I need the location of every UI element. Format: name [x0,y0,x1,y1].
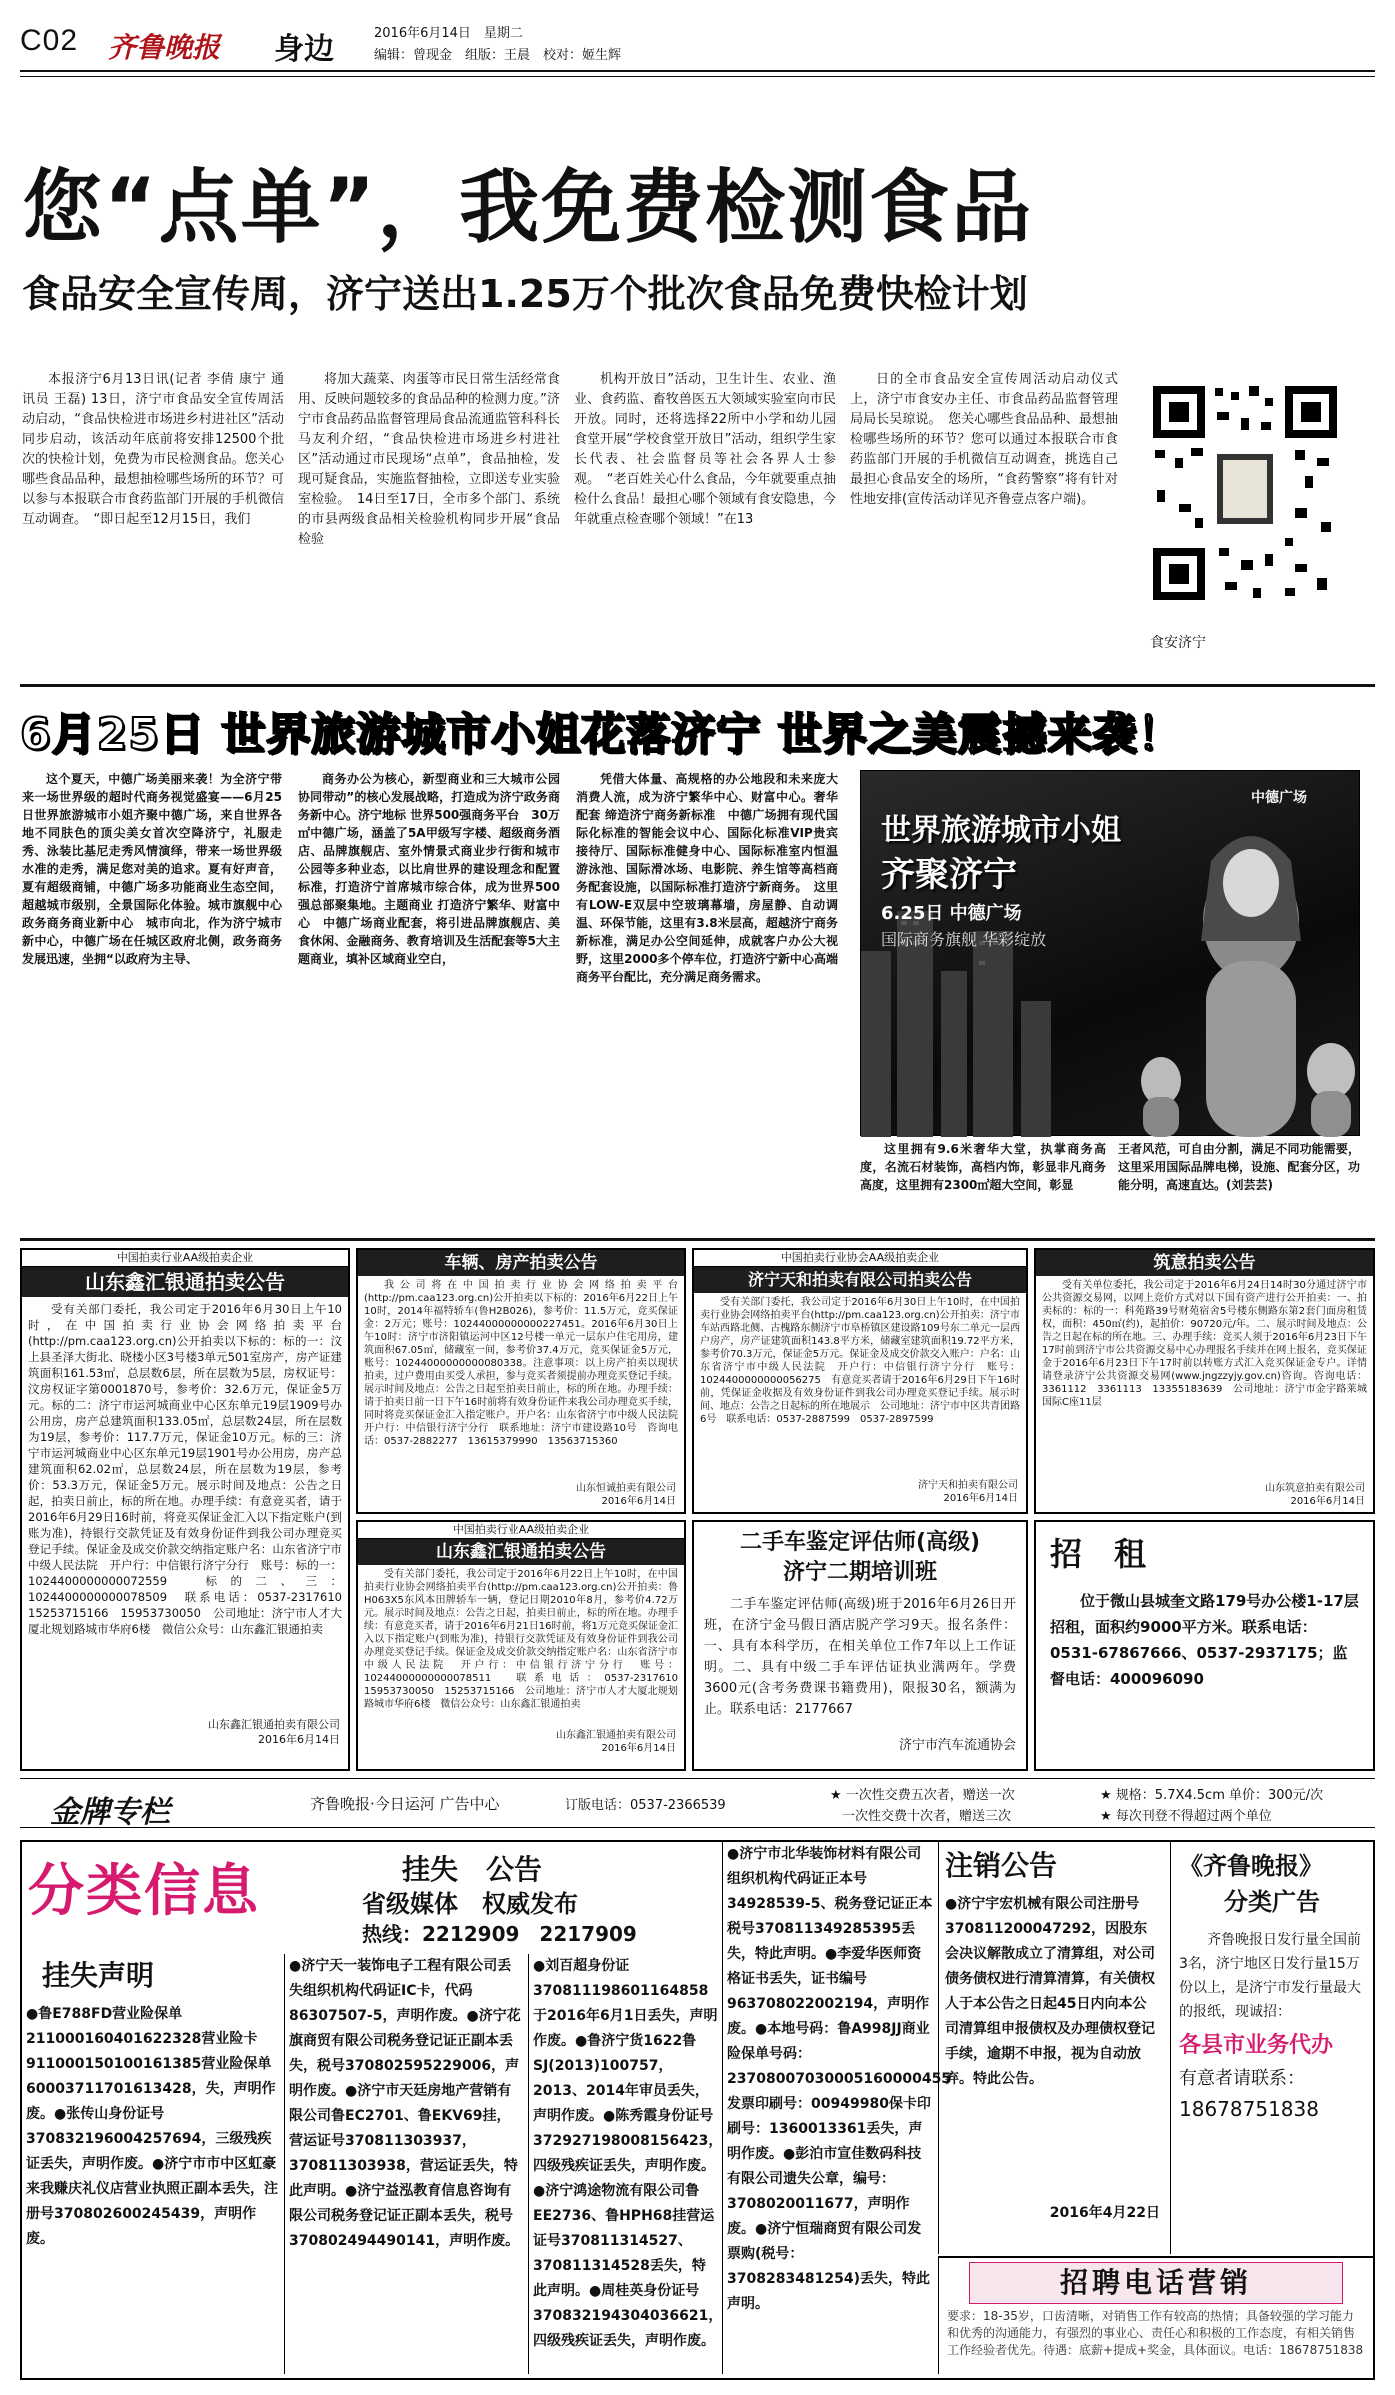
story2-col4: 这里拥有9.6米奢华大堂，执掌商务高度，名流石材装饰，高档内饰，彰显非凡商务高度，这里拥有2300㎡超大空间，彰显 [860,1142,1106,1192]
story1-col1: 本报济宁6月13日讯(记者 李倩 康宁 通讯员 王磊) 13日，济宁市食品安全宣传周活动启动，“食品快检进市场进乡村进社区”活动同步启动，该活动年底前将安排12500个批次的快检计划，免费为市民检测食品。您关心哪些食品品种，最想抽检哪些场所的环节？可以参与本报联合市食药监部门开展的手机微信互动调查。 “即日起至12月15日，我们 [22,372,284,527]
poster-title2: 齐聚济宁 [881,855,1017,895]
notice-date: 2016年6月14日 [601,1743,676,1754]
rental-body: 位于微山县城奎文路179号办公楼1-17层招租，面积约9000平方米。联系电话：0531-67867666、0537-2937175；监督电话：400096090 [1050,1592,1359,1688]
cancel-body: ●济宁宇宏机械有限公司注册号370811200047292，因股东会决议解散成立了清算组，对公司债务债权进行清算清算，有关债权人于本公告之日起45日内向本公司清算组申报债权及办理债权登记手续，逾期不申报，视为自动放弃。特此公告。 [945,1896,1155,2087]
page-header [20,20,1375,68]
notice-body: 受有关部门委托，我公司定于2016年6月30日上午10时，在中国拍卖行业协会网络拍卖平台(http://pm.caa123.org.cn)公开拍卖以下标的：标的一：汶上县圣泽大街北、晓楼小区3号楼3单元501室房产，房产证建筑面积161.53㎡，总层数6层，所在层数为5层，房权证号：汶房权证字第0001870号，参考价：32.6万元，保证金5万元。标的二：济宁市运河城商业中心区东单元19层1909号办公用房，房产总建筑面积133.05㎡，总层数24层，所在层数为19层，参考价：117.7万元，保证金10万元。标的三：济宁市运河城商业中心区东单元19层1901号办公用房，房产总建筑面积62.02㎡，总层数24层，所在层数为19层，参考价：53.3万元，保证金5万元。展示时间及地点：公告之日起，拍卖日前止，标的所在地。办理手续：有意竞买者，请于2016年6月29日16时前，将竞买保证金汇入以下指定账户(到账为准)，持银行交款凭证及有效身份证件到我公司办理竞买登记手续。保证金及成交价款交纳指定账户名：山东省济宁市中级人民法院 开户行：中信银行济宁分行 账号：标的一：1024400000000072559 标的二、三：1024400000000078509 联系电话：0537-2317610 15253715166 15953730050 公司地址：济宁市人才大厦北规划路城市华府6楼 微信公众号：山东鑫汇银通拍卖 [28,1302,354,1636]
notice-sign: 山东鑫汇银通拍卖有限公司 [556,1730,676,1741]
ad-body: 齐鲁晚报日发行量全国前3名，济宁地区日发行量15万份以上，是济宁市发行量最大的报纸，现诚招： [1179,1932,1361,2020]
story1-bottom-rule [20,684,1375,687]
notice-title: 车辆、房产拍卖公告 [358,1250,684,1276]
hotline: 热线：2212909 2217909 [362,1922,637,1946]
footer-spec1: ★ 规格：5.7X4.5cm 单价：300元/次 [1100,1788,1324,1803]
ad-highlight: 各县市业务代办 [1179,2033,1334,2058]
ad-title: 分类广告 [1224,1888,1320,1916]
weekday: 星期二 [483,26,523,41]
notice-xinhui-1 [20,1248,354,1771]
notice-vehicle [356,1248,686,1514]
notice-tag: 中国拍卖行业AA级拍卖企业 [22,1250,348,1267]
notice-sign: 山东恒诚拍卖有限公司 [576,1483,676,1494]
story2-col5: 王者风范，可自由分割，满足不同功能需要，这里采用国际品牌电梯，设施、配套分区，功能分明，高速直达。(刘芸芸) [1118,1142,1360,1192]
lost-tagline: 省级媒体 权威发布 [362,1890,578,1918]
notice-sign: 山东筑意拍卖有限公司 [1265,1483,1365,1494]
notice-date: 2016年6月14日 [943,1493,1018,1504]
ad-brand: 《齐鲁晚报》 [1179,1852,1323,1880]
lost-title: 挂失 公告 [402,1853,543,1886]
recruit-title: 招聘电话营销 [969,2262,1343,2304]
notice-date: 2016年6月14日 [1290,1496,1365,1507]
notice-tianhe [692,1248,1028,1514]
notice-title: 筑意拍卖公告 [1036,1250,1373,1276]
masthead-logo: 齐鲁晚报 [108,31,221,64]
training-title2: 济宁二期培训班 [782,1560,937,1585]
classified-col2: ●济宁天一装饰电子工程有限公司丢失组织机构代码证IC卡，代码86307507-5，声明作废。●济宁花旗商贸有限公司税务登记证正副本丢失，税号370802595229006，声明作废。●济宁市天廷房地产营销有限公司鲁EC2701、鲁EKV69挂，营运证号370811303937，370811303938，营运证丢失，特此声明。●济宁益泓教育信息咨询有限公司税务登记证正副本丢失，税号370802494490141，声明作废。 [284,1954,524,2374]
classified-col4: ●济宁市北华装饰材料有限公司组织机构代码证正本号34928539-5、税务登记证正本税号370811349285395丢失，特此声明。●李爱华医师资格证书丢失，证书编号963708022002194，声明作废。●本地号码：鲁A998JJ商业险保单号码：23708007030005160000455发票印刷号：00949980保卡印刷号：1360013361丢失，声明作废。●彭泊市宣佳数码科技有限公司遗失公章，编号：3708020011677，声明作废。●济宁恒瑞商贸有限公司发票购(税号：3708283481254)丢失，特此声明。 [722,1842,934,2374]
story2-bottom-rule [20,1238,1375,1241]
classified-section [20,1840,1375,2380]
notice-sign: 山东鑫汇银通拍卖有限公司 [208,1718,340,1731]
notice-date: 2016年6月14日 [601,1496,676,1507]
story2-banner [20,706,1375,764]
header-rule-thin [20,76,1375,77]
date: 2016年6月14日 [374,26,471,41]
page-number: C02 [20,24,79,57]
rental-title: 招 租 [1050,1535,1147,1573]
classified-col3: ●刘百超身份证370811198601164858于2016年6月1日丢失，声明作废。●鲁济宁货1622鲁SJ(2013)100757，2013、2014年审员丢失，声明作废。●陈秀霞身份证号372927198008156423，四级残疾证丢失，声明作废。●济宁鸿途物流有限公司鲁EE2736、鲁HPH68挂营运证号370811314527、370811314528丢失，特此声明。●周桂英身份证号370832194304036621，四级残疾证丢失，声明作废。 [528,1954,718,2374]
staff-line: 编辑：曾现金 组版：王晨 校对：姬生辉 [374,48,622,63]
footer-promo2: 一次性交费十次者，赠送三次 [842,1809,1012,1824]
footer-brand: 金牌专栏 [50,1795,170,1830]
notice-body: 受有关部门委托，我公司定于2016年6月30日上午10时，在中国拍卖行业协会网络拍卖平台(http://pm.caa123.org.cn)公开拍卖：济宁市车站西路北侧、古槐路东侧济宁市阜桥镇区建设路109号东二单元一层西户房产，房产证建筑面积143.8平方米，储藏室建筑面积19.72平方米，参考价70.3万元，保证金5万元。保证金及成交价款交入账户：户名：山东省济宁市中级人民法院 开户行：中信银行济宁分行 账号：1024400000000056275 有意竞买者请于2016年6月29日下午16时前，凭保证金收据及有效身份证件到我公司办理竞买登记手续。展示时间、地点：公告之日起标的所在地展示 公司地址：济宁市中区共青团路6号 联系电话：0537-2887599 0537-2897599 [700,1297,1020,1425]
date-label [374,22,523,41]
qr-code[interactable] [1145,378,1345,608]
poster-title1: 世界旅游城市小姐 [881,813,1121,848]
poster-brand: 中德广场 [1251,790,1307,806]
recruit-box [938,2256,1373,2374]
training-sign: 济宁市汽车流通协会 [898,1738,1016,1753]
notice-title: 济宁天和拍卖有限公司拍卖公告 [694,1267,1026,1293]
footer-spec2: ★ 每次刊登不得超过两个单位 [1100,1809,1272,1824]
training-body: 二手车鉴定评估师(高级)班于2016年6月26日开班，在济宁金马假日酒店脱产学习9天。报名条件：一、具有本科学历，在相关单位工作7年以上工作证明。二、具有中级二手车评估证执业满两年。学费3600元(含考务费课书籍费用)，限报30名，额满为止。联系电话：2177667 [704,1597,1016,1717]
ad-phone: 18678751838 [1179,2097,1319,2121]
story2-col2: 商务办公为核心，新型商业和三大城市公园协同带动”的核心发展战略，打造成为济宁政务商务新中心。济宁地标 世界500强商务平台 30万㎡中德广场，涵盖了5A甲级写字楼、超级商务酒店、品牌旗舰店、室外情景式商业步行街和城市公园等多种业态，以比肩世界的建设理念和配置标准，打造济宁首席城市综合体，成为世界500强总部聚集地。主题商业 打造济宁繁华、财富中心 中德广场商业配套，将引进品牌旗舰店、美食休闲、金融商务、教育培训及生活配套等5大主题商业，填补区域商业空白， [298,772,560,966]
story1-subhead: 食品安全宣传周，济宁送出1.25万个批次食品免费快检计划 [22,272,1028,316]
notice-body: 受有关单位委托，我公司定于2016年6月24日14时30分通过济宁市公共资源交易网，以网上竞价方式对以下国有资产进行公开拍卖：一、拍卖标的：标的一：科苑路39号财苑宿舍5号楼东侧路东第2套门面房租赁权，面积：450㎡(约)，起拍价：90720元/年。二、展示时间及地点：公告之日起在标的所在地。三、办理手续：竞买人须于2016年6月23日下午17时前到济宁市公共资源交易中心办理报名手续并在网上报名，竞买保证金于2016年6月23日下午17时前以转账方式汇入竞买保证金专户。详情请登录济宁公共资源交易网(www.jngzzyjy.gov.cn)咨询。咨询电话：3361112 3361113 13355183639 公司地址：济宁市金宇路莱城国际C座11层 [1042,1280,1367,1408]
cancel-notice [938,1842,1166,2254]
story1-headline: 您“点单”，我免费检测食品 [22,161,1034,254]
ad-contact: 有意者请联系： [1179,2068,1305,2089]
story1-col3: 机构开放日”活动，卫生计生、农业、渔业、食药监、畜牧兽医五大领域实验室向市民开放。同时，还将选择22所中小学和幼儿园食堂开展“学校食堂开放日”活动，组织学生家长代表、社会监督员等社会各界人士参观。 “老百姓关心什么食品，今年就要重点抽检什么食品！最担心哪个领域有食安隐患，今年就重点检查哪个领域！”在13 [574,372,836,527]
notice-rental [1034,1520,1375,1771]
story2-col3: 凭借大体量、高规格的办公地段和未来庞大消费人流，成为济宁繁华中心、财富中心。奢华配套 缔造济宁商务新标准 中德广场拥有现代国际化标准的智能会议中心、国际化标准VIP贵宾接待厅、国际标准健身中心、国际标准室内恒温游泳池、国际滑冰场、电影院、养生馆等高档商务配套设施，以国际标准打造济宁新商务。 这里有LOW-E双层中空玻璃幕墙，房屋静、自动调温、环保节能，这里有3.8米层高，超越济宁商务新标准，满足办公空间延伸，成就客户办公大视野，这里2000多个停车位，打造济宁新中心高端商务平台配比，充分满足商务需求。 [576,772,838,984]
notice-training [692,1520,1028,1771]
qr-caption: 食安济宁 [1150,635,1206,651]
notice-title: 山东鑫汇银通拍卖公告 [22,1267,348,1297]
event-poster [860,770,1360,1136]
notice-body: 受有关部门委托，我公司定于2016年6月22日上午10时，在中国拍卖行业协会网络拍卖平台(http://pm.caa123.org.cn)公开拍卖：鲁H063X5东风本田牌轿车一辆，登记日期2010年8月，参考价4.72万元。展示时间及地点：公告之日起，拍卖日前止，标的所在地。办理手续：有意竞买者，请于2016年6月21日16时前，将1万元竞买保证金汇入以下指定账户(到账为准)，持银行交款凭证及有效身份证件到我公司办理竞买登记手续。保证金及成交价款交纳指定账户名：山东省济宁市中级人民法院 开户行：中信银行济宁分行 账号：10244000000000078511 联系电话：0537-2317610 15953730050 15253715166 公司地址：济宁市人才大厦北规划路城市华府6楼 微信公众号：山东鑫汇银通拍卖 [364,1569,688,1710]
story2-banner-text: 6月25日 世界旅游城市小姐花落济宁 世界之美震撼来袭！ [20,709,1183,760]
story1-col2: 将加大蔬菜、肉蛋等市民日常生活经常食用、反映问题较多的食品品种的检测力度。”济宁市食品药品监督管理局食品流通监管科科长马友利介绍，“食品快检进市场进乡村进社区”活动通过市民现场“点单”，食品抽检，发现可疑食品，实施监督抽检，立即送专业实验室检验。 14日至17日，全市多个部门、系统的市县两级食品相关检验机构同步开展“食品检验 [298,372,560,547]
notice-tag: 中国拍卖行业协会AA级拍卖企业 [694,1250,1026,1267]
story1-col4: 日的全市食品安全宣传周活动启动仪式上，济宁市食安办主任、市食品药品监督管理局局长吴琼说。 您关心哪些食品品种、最想抽检哪些场所的环节？您可以通过本报联合市食药监部门开展的手机微信互动调查，挑选自己最担心食品安全的场所，“食药警察”将有针对性地安排(宣传活动详见齐鲁壹点客户端)。 [850,372,1118,507]
notice-xinhui-2 [356,1520,686,1771]
recruit-body: 要求：18-35岁，口齿清晰，对销售工作有较高的热情；具备较强的学习能力和优秀的沟通能力，有强烈的事业心、责任心和积极的工作态度，有相关销售工作经验者优先。待遇：底薪+提成+奖金，具体面议。电话：18678751838 [947,2309,1364,2357]
poster-slogan: 国际商务旗舰 华彩绽放 [881,930,1047,949]
notice-sign: 济宁天和拍卖有限公司 [918,1480,1018,1491]
notice-title: 山东鑫汇银通拍卖公告 [358,1539,684,1565]
notice-date: 2016年6月14日 [258,1733,340,1746]
lost-statement-head: 挂失声明 [42,1959,155,1992]
footer-phone: 订版电话：0537-2366539 [565,1798,726,1813]
poster-date: 6.25日 中德广场 [881,903,1022,924]
cancel-date: 2016年4月22日 [1049,2205,1160,2221]
notice-tag: 中国拍卖行业AA级拍卖企业 [358,1522,684,1539]
gold-column-footer [20,1778,1375,1828]
classified-col1: ●鲁E788FD营业险保单2110001604016223​28营业险卡9110001501001613​85营业险保单6000371170161342​8，失，声明作废。●张传山身份证号370832196004257694，三级残疾证丢失，声明作废。●济宁市市中区虹豪来我赚庆礼仪店营业执照正副本丢失，注册号370802600245439，声明作废。 [26,2006,278,2247]
classified-ad-box [1170,1842,1373,2254]
cancel-title: 注销公告 [945,1849,1058,1882]
header-rule [20,70,1375,72]
training-title1: 二手车鉴定评估师(高级) [739,1530,981,1555]
footer-promo1: ★ 一次性交费五次者，赠送一次 [830,1788,1015,1803]
classified-logo: 分类信息 [28,1859,260,1924]
section-name: 身边 [274,32,334,67]
story2-col1: 这个夏天，中德广场美丽来袭！为全济宁带来一场世界级的超时代商务视觉盛宴——6月25日世界旅游城市小姐齐聚中德广场，来自世界各地不同肤色的顶尖美女首次空降济宁，礼服走秀、泳装比基尼走秀风情演绎，带来一场世界级水准的走秀，满足您对美的追求。夏有好声音，夏有超级商铺，中德广场多功能商业生态空间，超越城市级别，全景国际化体验。城市旗舰中心 政务商务商业新中心 城市向北，作为济宁城市新中心，中德广场在任城区政府北侧，政务商务发展迅速，坐拥“以政府为主导、 [22,772,282,966]
notice-zhuyi [1034,1248,1375,1514]
notice-body: 我公司将在中国拍卖行业协会网络拍卖平台(http://pm.caa123.org.cn)公开拍卖以下标的：2016年6月22日上午10时，2014年福特轿车(鲁H2B026)，参考价：11.5万元，竞买保证金：2万元；账号：10244000000000227451。2016年6月30日上午10时：济宁市济阳镇运河中区12号楼一单元一层东户住宅用房，建筑面积67.05㎡，储藏室一间，参考价37.4万元，竞买保证金5万元，账号：10244000000000080338。注意事项：以上房产拍卖以现状拍卖，过户费用由买受人承担，参与竞买者须提前办理竞买登记手续。展示时间及地点：公告之日起至拍卖日前止，标的所在地。办理手续：请于拍卖日前一日下午16时前将有效身份证件来我公司办理竞买手续，同时将竞买保证金汇入指定账户。开户名：山东省济宁市中级人民法院 开户行：中信银行济宁分行 联系地址：济宁市建设路10号 咨询电话：0537-2882277 13615379990 13563715360 [364,1280,688,1447]
footer-center: 齐鲁晚报·今日运河 广告中心 [310,1795,500,1813]
